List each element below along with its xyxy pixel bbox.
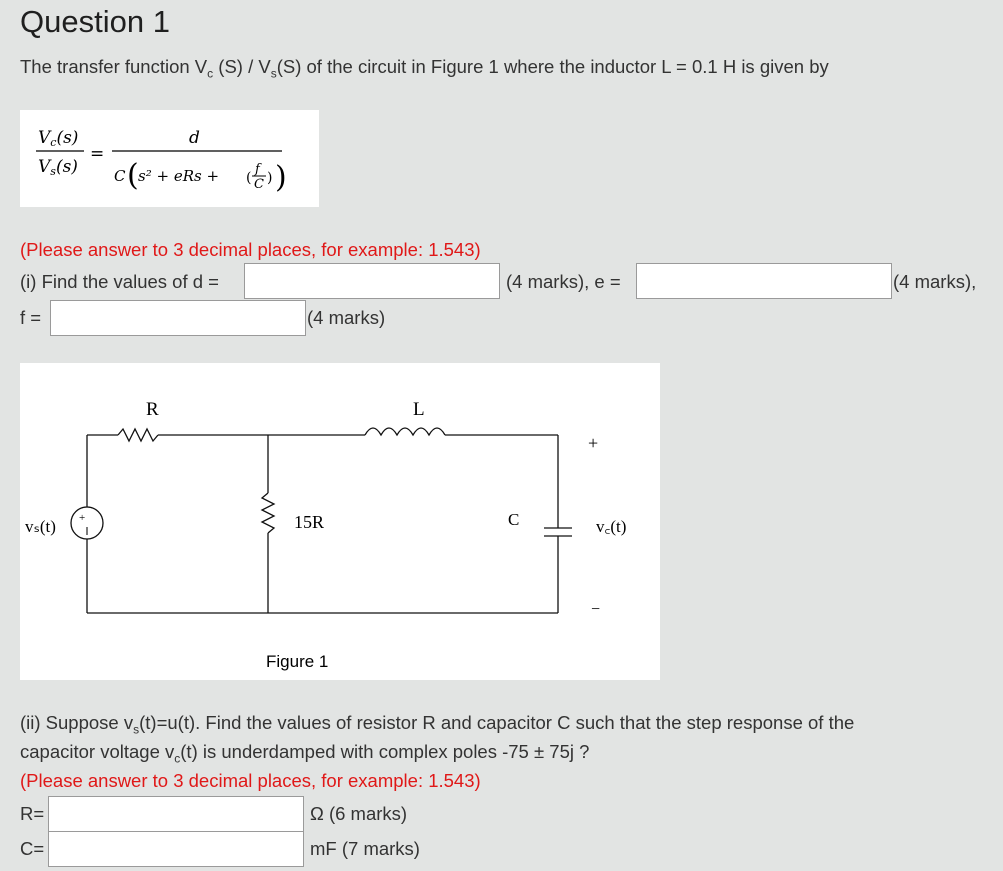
f-marks: (4 marks) — [307, 307, 386, 328]
label-vs: vₛ(t) — [25, 517, 56, 536]
eq-denominator-c: C — [114, 167, 126, 185]
decimal-note-2: (Please answer to 3 decimal places, for example: 1.543) — [20, 770, 481, 791]
d-input[interactable] — [244, 263, 500, 299]
eq-denominator-body: s² + eRs + — [138, 167, 220, 185]
circuit-figure — [20, 363, 660, 680]
part2-line2: capacitor voltage $v_c(t)$ is underdamped with complex poles -75 ± 75j ? — [20, 741, 590, 766]
svg-text:): ) — [275, 160, 287, 195]
svg-text:+: + — [79, 512, 86, 524]
eq-numerator-d: d — [189, 128, 200, 148]
e-input[interactable] — [636, 263, 892, 299]
svg-text:): ) — [267, 170, 273, 186]
label-r: R — [146, 399, 159, 420]
svg-text:(: ( — [246, 170, 252, 186]
f-label: f = — [20, 307, 42, 328]
eq-frac-c: C — [254, 177, 264, 192]
part1-label: (i) Find the values of d = — [20, 271, 219, 292]
c-unit-marks: mF (7 marks) — [310, 838, 420, 859]
eq-frac-f: f — [255, 162, 260, 177]
c-label: C= — [20, 838, 45, 859]
label-minus: − — [591, 601, 601, 618]
part2-line1: (ii) Suppose $v_s(t)=u(t)$. Find the values of resistor R and capacitor C such that the step response of the — [20, 712, 855, 737]
decimal-note: (Please answer to 3 decimal places, for example: 1.543) — [20, 239, 481, 260]
eq-vs-denominator: Vs(s) — [38, 157, 78, 178]
d-marks-e-label: (4 marks), e = — [506, 271, 621, 292]
label-plus: + — [588, 433, 599, 453]
inductor-icon — [365, 428, 445, 435]
label-l: L — [413, 399, 425, 420]
transfer-function-equation — [20, 110, 319, 207]
r-label: R= — [20, 803, 45, 824]
question-title: Question 1 — [20, 4, 170, 39]
eq-vc-numerator: Vc(s) — [38, 128, 79, 149]
f-input[interactable] — [50, 300, 306, 336]
question-intro: The transfer function $V_c$ $(S) / V_s(S)$ of the circuit in Figure 1 where the inductor L = 0.1 H is given by — [20, 56, 829, 81]
svg-text:(: ( — [127, 158, 139, 193]
label-15r: 15R — [294, 512, 325, 532]
e-marks: (4 marks), — [893, 271, 977, 292]
label-c: C — [508, 510, 520, 529]
r-input[interactable] — [48, 796, 304, 832]
r-unit-marks: Ω (6 marks) — [310, 803, 408, 824]
figure-caption: Figure 1 — [266, 652, 329, 671]
resistor-r-icon — [118, 429, 158, 441]
c-input[interactable] — [48, 831, 304, 867]
resistor-15r-icon — [262, 493, 274, 533]
eq-equals: = — [90, 144, 105, 164]
label-vc: v꜀(t) — [596, 517, 627, 536]
